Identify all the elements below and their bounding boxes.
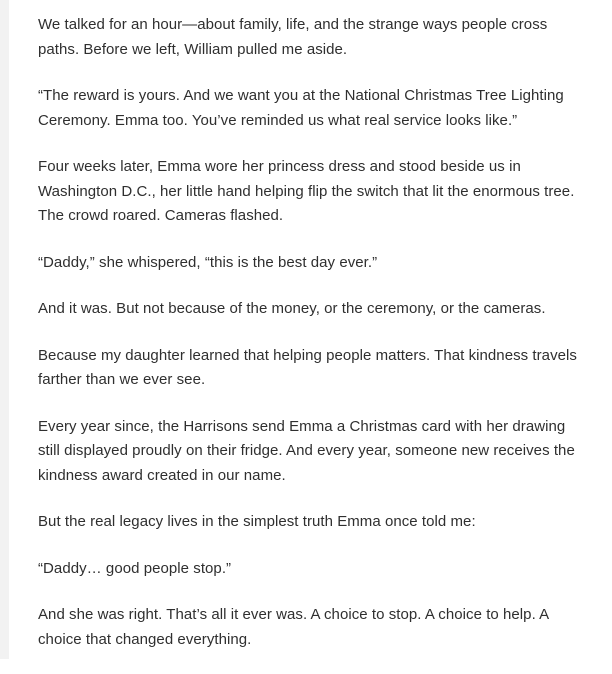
paragraph: “Daddy,” she whispered, “this is the best day ever.”	[38, 253, 378, 271]
paragraph: And it was. But not because of the money, or the ceremony, or the cameras.	[38, 300, 546, 317]
paragraph: And she was right. That’s all it ever was. A choice to stop. A choice to help. A choice that changed everything.	[38, 606, 549, 648]
paragraph: We talked for an hour—about family, life, and the strange ways people cross paths. Before we left, William pulled me aside.	[38, 16, 548, 58]
paragraph: “The reward is yours. And we want you at the National Christmas Tree Lighting Ceremony. Emma too. You’ve reminded us what real service looks like.”	[38, 87, 564, 129]
page-left-rail	[0, 0, 9, 659]
article-body	[38, 13, 584, 674]
paragraph: Every year since, the Harrisons send Emma a Christmas card with her drawing still displayed proudly on their fridge. And every year, someone new receives the kindness award created in our name.	[38, 417, 575, 484]
paragraph: Because my daughter learned that helping people matters. That kindness travels farther than we ever see.	[38, 346, 577, 388]
paragraph: Four weeks later, Emma wore her princess dress and stood beside us in Washington D.C., her little hand helping flip the switch that lit the enormous tree. The crowd roared. Cameras flashed.	[38, 158, 575, 224]
paragraph: But the real legacy lives in the simplest truth Emma once told me:	[38, 513, 476, 530]
paragraph: “Daddy… good people stop.”	[38, 559, 232, 577]
